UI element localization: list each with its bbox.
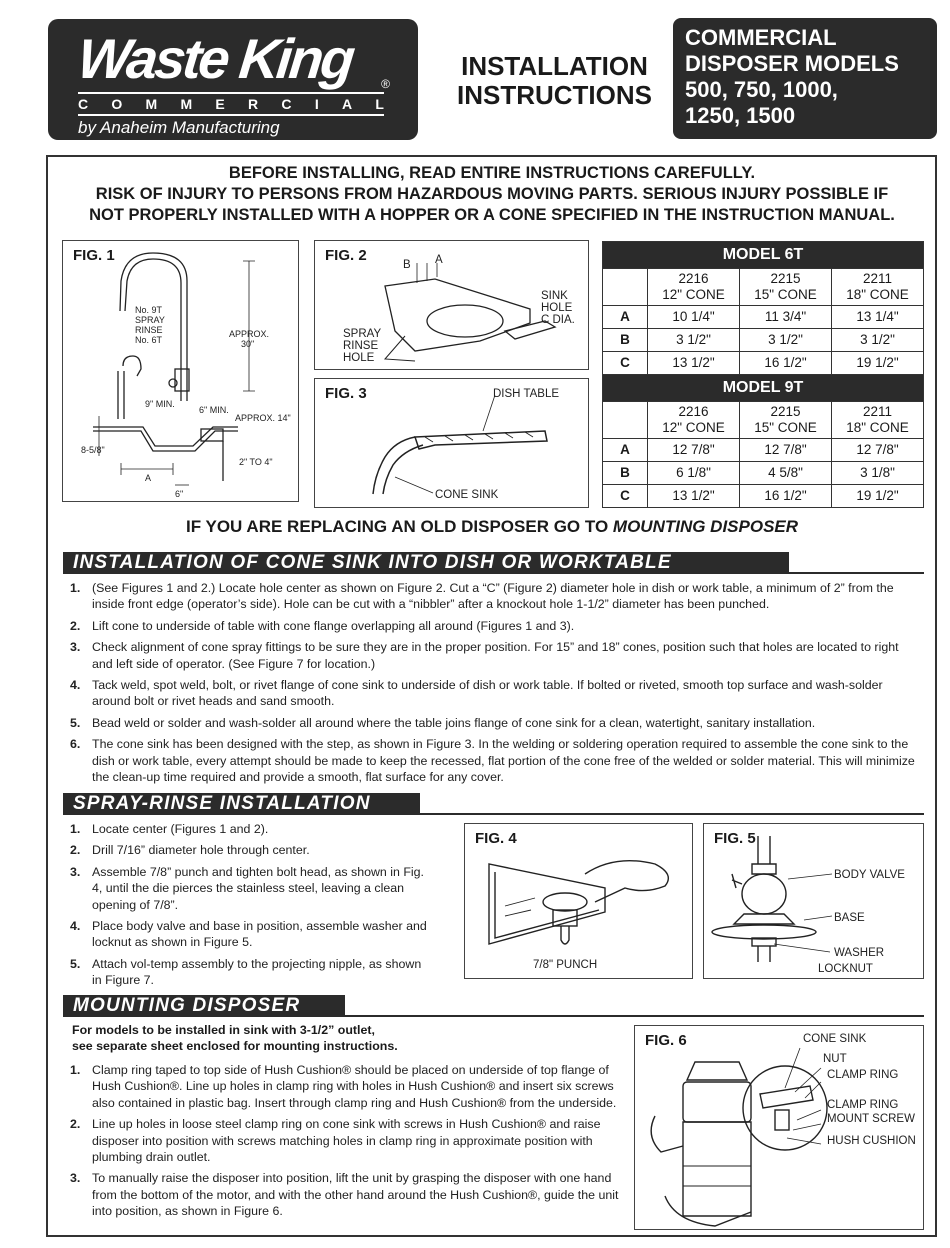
- fig5-base-label: BASE: [834, 912, 865, 924]
- figure-2: [314, 240, 589, 370]
- safety-warning: BEFORE INSTALLING, READ ENTIRE INSTRUCTIONS CAREFULLY. RISK OF INJURY TO PERSONS FROM HAZARDOUS MOVING PARTS. SERIOUS INJURY POSSIBLE IF NOT PROPERLY INSTALLED WITH A HOPPER OR A CONE SPECIFIED IN THE INSTRUCTION MANUAL.: [89, 164, 895, 224]
- figure-3-drawing: [315, 379, 590, 509]
- page-title: INSTALLATION INSTRUCTIONS: [457, 51, 652, 110]
- fig1-6min-label: 6" MIN.: [199, 405, 229, 415]
- fig6-mount-label: MOUNT SCREW: [827, 1113, 915, 1125]
- figure-6: [634, 1025, 924, 1230]
- figure-3: [314, 378, 589, 508]
- figure-5-drawing: [704, 824, 925, 980]
- section-cone-sink-header: INSTALLATION OF CONE SINK INTO DISH OR WORKTABLE: [63, 552, 789, 574]
- table-row: A 10 1/4" 11 3/4" 13 1/4": [603, 306, 924, 329]
- section-spray-rinse-header: SPRAY-RINSE INSTALLATION: [63, 793, 420, 815]
- list-item: 3. Assemble 7/8” punch and tighten bolt head, as shown in Fig. 4, until the die pierces the stainless steel, leaving a clean opening of 7/8”.: [70, 864, 425, 912]
- fig1-6-label: 6": [175, 489, 184, 499]
- spray-rinse-steps: [62, 821, 434, 994]
- list-item: 5. Attach vol-temp assembly to the projecting nipple, as shown in Figure 7.: [70, 956, 422, 988]
- list-item: 2. Line up holes in loose steel clamp ring on cone sink with screws in Hush Cushion® and raise disposer into position with screws matching holes in clamp ring in approximate position with plumbing drain outlet.: [70, 1117, 601, 1165]
- list-item: 2. Drill 7/16” diameter hole through center.: [70, 843, 310, 858]
- fig2-sink-label-2: HOLE: [541, 302, 573, 314]
- table-row: B 3 1/2" 3 1/2" 3 1/2": [603, 329, 924, 352]
- fig6-cone-label: CONE SINK: [803, 1033, 867, 1045]
- figure-2-label: FIG. 2: [325, 247, 367, 264]
- mounting-steps: [62, 1062, 622, 1225]
- list-item: 4. Tack weld, spot weld, bolt, or rivet flange of cone sink to underside of dish or work table. If bolted or riveted, smooth top surface and wash-solder around bolt or rivet heads and sand smooth.: [70, 678, 883, 709]
- logo-rule-bottom: [78, 114, 384, 116]
- fig6-clamp-label-2: CLAMP RING: [827, 1099, 899, 1111]
- fig1-858-label: 8-5/8": [81, 445, 105, 455]
- logo-division: C O M M E R C I A L: [78, 96, 384, 112]
- section-mounting-header: MOUNTING DISPOSER: [63, 995, 345, 1017]
- list-item: 1. Clamp ring taped to top side of Hush Cushion® should be placed on underside of top flange of Hush Cushion®. Line up holes in clamp ring with holes in Hush Cushion® and insert six screws also contained in plastic bag. Insert through clamp ring and Hush Cushion® from the underside.: [70, 1063, 617, 1110]
- table-header-cell: 2216 12" CONE: [648, 402, 740, 439]
- fig3-dish-label: DISH TABLE: [493, 388, 560, 400]
- logo-registered: ®: [381, 77, 390, 91]
- model-6t-table: [602, 241, 924, 508]
- figure-4: [464, 823, 693, 979]
- fig1-approx-label: APPROX.: [229, 329, 270, 339]
- figure-6-drawing: [635, 1026, 925, 1231]
- figure-3-label: FIG. 3: [325, 385, 367, 402]
- figure-2-drawing: [315, 241, 590, 371]
- list-item: 3. Check alignment of cone spray fittings to be sure they are in the proper position. For 15” and 18” cones, position such that holes are located to right and left side of operator. (See Figure 7 for location.): [70, 640, 899, 671]
- figure-1-label: FIG. 1: [73, 247, 115, 264]
- list-item: 4. Place body valve and base in position, assemble washer and locknut as shown in Figure 5.: [70, 919, 427, 950]
- fig1-a-label: A: [145, 473, 152, 483]
- fig1-spray-label-4: No. 6T: [135, 335, 163, 345]
- table-header-cell: 2216 12" CONE: [648, 269, 740, 306]
- fig1-30-label: 30": [241, 339, 255, 349]
- model-9t-title: MODEL 9T: [603, 375, 924, 402]
- fig2-sink-label-3: C DIA.: [541, 314, 575, 326]
- list-item: 3. To manually raise the disposer into position, lift the unit by grasping the disposer with one hand from the bottom of the motor, and with the other hand around the Hush Cushion®, guide the unit into position, as shown in Figure 6.: [70, 1171, 619, 1219]
- fig1-spray-label-3: RINSE: [135, 325, 163, 335]
- table-header-cell: 2215 15" CONE: [740, 269, 832, 306]
- fig5-washer-label: WASHER: [834, 947, 885, 959]
- figure-5: [703, 823, 924, 979]
- table-header-cell: 2211 18" CONE: [832, 269, 924, 306]
- mounting-note: For models to be installed in sink with 3-1/2” outlet, see separate sheet enclosed for mounting instructions.: [72, 1023, 398, 1054]
- table-header-cell: 2211 18" CONE: [832, 402, 924, 439]
- fig5-locknut-label: LOCKNUT: [818, 963, 873, 975]
- fig1-9min-label: 9" MIN.: [145, 399, 175, 409]
- list-item: 6. The cone sink has been designed with the step, as shown in Figure 3. In the welding or soldering operation required to assemble the cone sink to the dish or work table, every attempt should be made to keep the recessed, flat portion of the cone free of the welded or solder material. This will minimize the clean-up time required and provide a smooth, flat surface for any cover.: [70, 737, 915, 785]
- fig1-approx14-label: APPROX. 14": [235, 413, 291, 423]
- fig5-body-valve-label: BODY VALVE: [834, 869, 905, 881]
- figure-4-label: FIG. 4: [475, 830, 517, 847]
- fig1-2to4-label: 2" TO 4": [239, 457, 273, 467]
- fig2-a-label: A: [435, 254, 443, 266]
- list-item: 2. Lift cone to underside of table with cone flange overlapping all around (Figures 1 and 3).: [70, 618, 575, 633]
- table-row: C 13 1/2" 16 1/2" 19 1/2": [603, 352, 924, 375]
- fig2-spray-label-3: HOLE: [343, 352, 375, 364]
- fig6-hush-label: HUSH CUSHION: [827, 1135, 916, 1147]
- list-item: 1. Locate center (Figures 1 and 2).: [70, 822, 269, 836]
- fig2-b-label: B: [403, 259, 411, 271]
- figure-5-label: FIG. 5: [714, 830, 756, 847]
- cone-sink-steps: [62, 580, 922, 790]
- table-row: B 6 1/8" 4 5/8" 3 1/8": [603, 462, 924, 485]
- table-row: A 12 7/8" 12 7/8" 12 7/8": [603, 439, 924, 462]
- figure-4-drawing: [465, 824, 694, 980]
- fig4-caption: 7/8" PUNCH: [533, 959, 598, 971]
- list-item: 1. (See Figures 1 and 2.) Locate hole center as shown on Figure 2. Cut a “C” (Figure 2) diameter hole in dish or work table, a minimum of 2” from the inside front edge (operator’s side). Hole can be cut with a “nibbler” after a knockout hole 1-1/2” diameter has been punched.: [70, 581, 894, 612]
- models-box: COMMERCIAL DISPOSER MODELS 500, 750, 1000, 1250, 1500: [673, 18, 937, 139]
- logo-brand: Waste King: [74, 27, 356, 90]
- fig2-spray-label-1: SPRAY: [343, 328, 382, 340]
- fig1-spray-label-2: SPRAY: [135, 315, 165, 325]
- logo-byline: by Anaheim Manufacturing: [78, 118, 280, 137]
- fig2-sink-label-1: SINK: [541, 290, 568, 302]
- fig6-clamp-label: CLAMP RING: [827, 1069, 899, 1081]
- model-6t-title: MODEL 6T: [603, 242, 924, 269]
- fig3-cone-label: CONE SINK: [435, 489, 499, 501]
- table-header-cell: 2215 15" CONE: [740, 402, 832, 439]
- fig6-nut-label: NUT: [823, 1053, 847, 1065]
- table-row: C 13 1/2" 16 1/2" 19 1/2": [603, 485, 924, 508]
- fig2-spray-label-2: RINSE: [343, 340, 379, 352]
- figure-6-label: FIG. 6: [645, 1032, 687, 1049]
- fig1-spray-label-1: No. 9T: [135, 305, 163, 315]
- logo-rule-top: [78, 92, 384, 94]
- replace-notice: IF YOU ARE REPLACING AN OLD DISPOSER GO TO MOUNTING DISPOSER: [185, 517, 799, 536]
- list-item: 5. Bead weld or solder and wash-solder all around where the table joins flange of cone sink for a clean, watertight, sanitary installation.: [70, 715, 816, 730]
- figure-1: [62, 240, 299, 502]
- logo: [48, 19, 418, 140]
- figure-1-drawing: [63, 241, 300, 503]
